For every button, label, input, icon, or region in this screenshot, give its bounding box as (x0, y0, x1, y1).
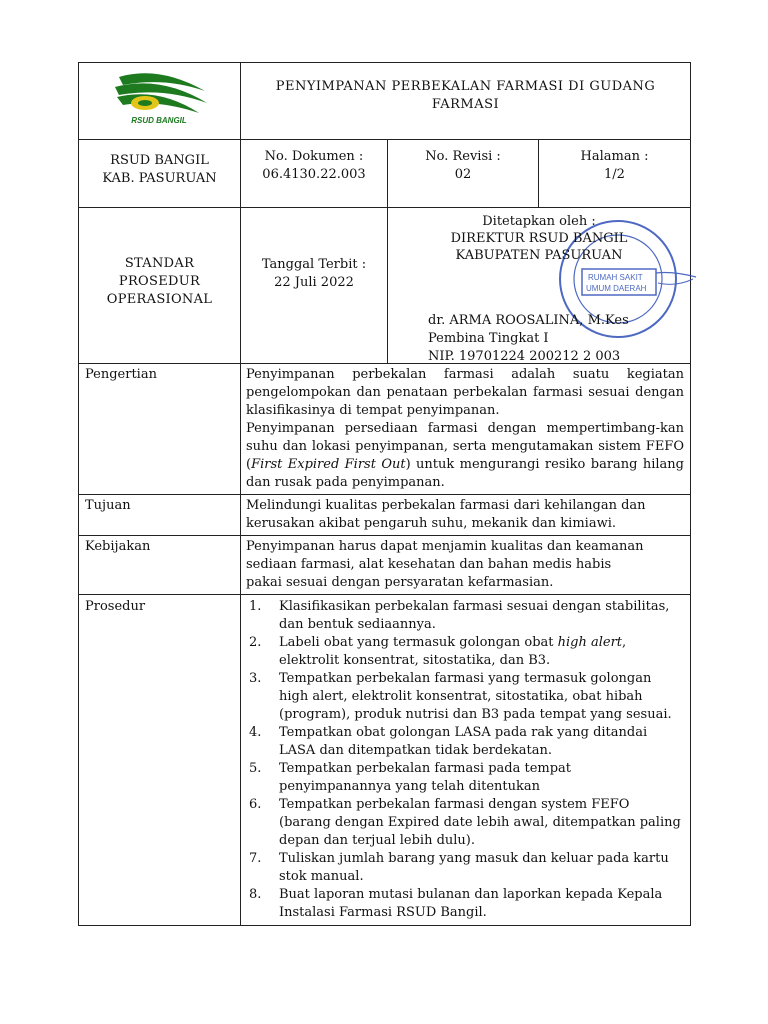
direktur-title: DIREKTUR RSUD BANGIL (450, 231, 628, 246)
list-item (241, 598, 682, 634)
step-number: 2. (249, 635, 262, 650)
document-info-cell (241, 140, 691, 208)
signer-nip: NIP. 19701224 200212 2 003 (428, 349, 621, 364)
text-run: ) untuk mengurangi resiko barang hilang dan rusak pada penyimpanan. (246, 457, 684, 490)
step-text (279, 634, 682, 670)
kebijakan-label: Kebijakan (79, 536, 241, 595)
sop-label-line: STANDAR (124, 256, 195, 271)
logo-text: RSUD BANGIL (131, 116, 187, 125)
approval-cell (241, 208, 691, 364)
text-run: , elektrolit konsentrat, sitostatika, dan B3. (279, 635, 627, 668)
step-text: Tempatkan perbekalan farmasi yang termasuk golongan high alert, elektrolit konsentrat, sitostatika, obat hibah (program), produk nutrisi dan B3 pada tempat yang sesuai. (279, 671, 672, 722)
dokumen-info (241, 140, 388, 207)
logo-cell (79, 63, 241, 140)
direktur-location: KABUPATEN PASURUAN (455, 248, 623, 263)
text-run: Penyimpanan persediaan farmasi dengan mempertimbang-kan suhu dan lokasi penyimpanan, serta mengutamakan sistem FEFO ( (246, 421, 684, 472)
step-number: 1. (249, 599, 262, 614)
prosedur-steps (241, 598, 682, 922)
sop-document-table (78, 62, 691, 926)
org-name: RSUD BANGIL (110, 153, 209, 168)
step-number: 8. (249, 887, 262, 902)
tujuan-body: Melindungi kualitas perbekalan farmasi dari kehilangan dan kerusakan akibat pengaruh suhu, mekanik dan kimiawi. (241, 495, 691, 536)
rsud-bangil-logo (79, 63, 241, 133)
step-text: Buat laporan mutasi bulanan dan laporkan kepada Kepala Instalasi Farmasi RSUD Bangil. (279, 887, 663, 920)
pengertian-paragraph: Penyimpanan perbekalan farmasi adalah suatu kegiatan pengelompokan dan penataan perbekalan farmasi sesuai dengan klasifikasinya di tempat penyimpanan. (246, 367, 684, 418)
revisi-label: No. Revisi : (425, 149, 501, 164)
list-item (241, 796, 682, 850)
list-item (241, 850, 682, 886)
step-text: Tuliskan jumlah barang yang masuk dan keluar pada kartu stok manual. (279, 851, 669, 884)
document-title: PENYIMPANAN PERBEKALAN FARMASI DI GUDANG FARMASI (241, 63, 691, 140)
list-item (241, 634, 682, 670)
step-number: 3. (249, 671, 262, 686)
ditetapkan-label: Ditetapkan oleh : (482, 214, 596, 229)
kebijakan-body: Penyimpanan harus dapat menjamin kualitas dan keamanan sediaan farmasi, alat kesehatan dan bahan medis habis pakai sesuai dengan persyaratan kefarmasian. (241, 536, 691, 595)
list-item (241, 670, 682, 724)
step-number: 7. (249, 851, 262, 866)
sop-label-line: PROSEDUR (118, 274, 201, 289)
halaman-info (539, 140, 690, 207)
signer-rank: Pembina Tingkat I (428, 331, 549, 346)
tanggal-value: 22 Juli 2022 (274, 275, 354, 290)
org-region: KAB. PASURUAN (102, 171, 217, 186)
tujuan-label: Tujuan (79, 495, 241, 536)
tanggal-terbit (241, 208, 388, 363)
step-number: 4. (249, 725, 262, 740)
dokumen-value: 06.4130.22.003 (262, 167, 366, 182)
prosedur-body (241, 595, 691, 926)
sop-label-cell (79, 208, 241, 364)
svg-text:UMUM DAERAH: UMUM DAERAH (586, 284, 647, 293)
step-number: 6. (249, 797, 262, 812)
dokumen-label: No. Dokumen : (264, 149, 364, 164)
prosedur-label: Prosedur (79, 595, 241, 926)
list-item (241, 724, 682, 760)
halaman-value: 1/2 (604, 167, 625, 182)
step-text: Tempatkan obat golongan LASA pada rak yang ditandai LASA dan ditempatkan tidak berdekatan. (279, 725, 648, 758)
step-number: 5. (249, 761, 262, 776)
halaman-label: Halaman : (580, 149, 649, 164)
text-run: Labeli obat yang termasuk golongan obat (279, 635, 558, 650)
revisi-value: 02 (454, 167, 472, 182)
organization-cell (79, 140, 241, 208)
text-run-italic: First Expired First Out (251, 457, 406, 472)
pengertian-body (241, 364, 691, 495)
list-item (241, 760, 682, 796)
pengertian-label: Pengertian (79, 364, 241, 495)
revisi-info (388, 140, 539, 207)
signer-name: dr. ARMA ROOSALINA, M.Kes (428, 313, 629, 328)
step-text: Tempatkan perbekalan farmasi dengan system FEFO (barang dengan Expired date lebih awal, ditempatkan paling depan dan terjual lebih dulu). (279, 797, 681, 848)
tanggal-label: Tanggal Terbit : (261, 257, 367, 272)
pengertian-paragraph (246, 420, 684, 492)
text-run-italic: high alert (557, 635, 623, 650)
signature-block (388, 208, 690, 363)
svg-text:RUMAH SAKIT: RUMAH SAKIT (588, 273, 643, 282)
sop-label-line: OPERASIONAL (106, 292, 213, 307)
step-text: Klasifikasikan perbekalan farmasi sesuai dengan stabilitas, dan bentuk sediaannya. (279, 599, 670, 632)
list-item (241, 886, 682, 922)
step-text: Tempatkan perbekalan farmasi pada tempat penyimpanannya yang telah ditentukan (279, 761, 572, 794)
